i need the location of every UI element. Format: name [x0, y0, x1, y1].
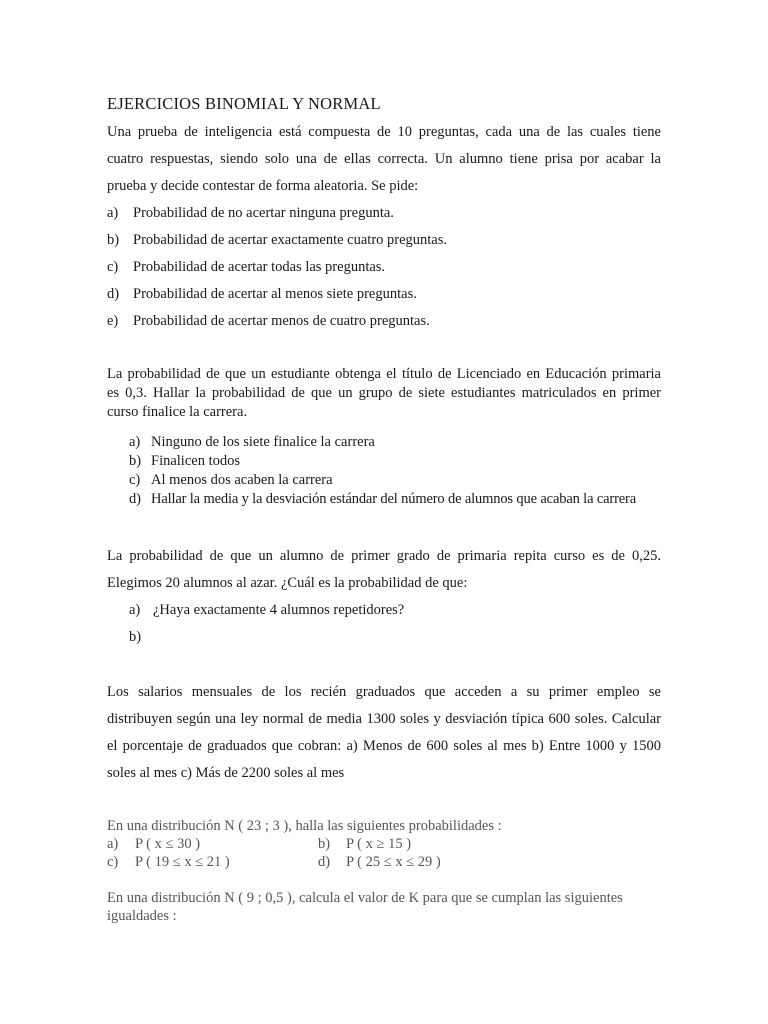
- item-text: Finalicen todos: [151, 453, 241, 469]
- item-label: a): [107, 205, 119, 221]
- item-label: d): [107, 286, 120, 302]
- ex3-item-a: [129, 602, 404, 619]
- item-label: a): [129, 434, 141, 450]
- item-text: P ( x ≥ 15 ): [346, 836, 412, 852]
- ex1-item-d: [107, 286, 417, 303]
- item-text: P ( 25 ≤ x ≤ 29 ): [346, 854, 441, 870]
- ex5-item-a: [107, 836, 200, 853]
- ex5-item-d: [318, 854, 441, 871]
- ex1-item-a: [107, 205, 394, 222]
- item-label: b): [129, 629, 142, 645]
- item-label: a): [107, 836, 119, 852]
- ex4-line-3: el porcentaje de graduados que cobran: a) Menos de 600 soles al mes b) Entre 1000 y 1500: [107, 738, 661, 754]
- ex6-line-1: En una distribución N ( 9 ; 0,5 ), calcula el valor de K para que se cumplan las siguientes: [107, 890, 623, 906]
- item-text: P ( 19 ≤ x ≤ 21 ): [135, 854, 230, 870]
- item-label: d): [129, 491, 141, 507]
- ex1-item-e: [107, 313, 430, 330]
- ex1-line-1: Una prueba de inteligencia está compuesta de 10 preguntas, cada una de las cuales tiene: [107, 124, 661, 140]
- item-label: c): [107, 259, 119, 275]
- item-label: b): [318, 836, 331, 852]
- item-text: Hallar la media y la desviación estándar del número de alumnos que acaban la carrera: [151, 491, 637, 507]
- ex4-line-2: distribuyen según una ley normal de media 1300 soles y desviación típica 600 soles. Calcular: [107, 711, 661, 727]
- item-text: Probabilidad de acertar exactamente cuatro preguntas.: [133, 232, 448, 248]
- ex1-line-2: cuatro respuestas, siendo solo una de ellas correcta. Un alumno tiene prisa por acabar la: [107, 151, 661, 167]
- item-text: Probabilidad de acertar al menos siete preguntas.: [133, 286, 417, 302]
- item-text: Ninguno de los siete finalice la carrera: [151, 434, 375, 450]
- item-label: d): [318, 854, 331, 870]
- ex5-intro: En una distribución N ( 23 ; 3 ), halla las siguientes probabilidades :: [107, 818, 502, 834]
- item-label: b): [129, 453, 142, 469]
- ex4-line-4: soles al mes c) Más de 2200 soles al mes: [107, 765, 345, 781]
- item-label: b): [107, 232, 120, 248]
- item-label: c): [107, 854, 119, 870]
- ex1-item-c: [107, 259, 385, 276]
- ex1-line-3: prueba y decide contestar de forma aleatoria. Se pide:: [107, 178, 419, 194]
- ex6-line-2: igualdades :: [107, 908, 177, 924]
- item-label: c): [129, 472, 141, 488]
- ex2-item-b: [129, 453, 240, 470]
- ex4-line-1: Los salarios mensuales de los recién graduados que acceden a su primer empleo se: [107, 684, 661, 700]
- item-text: Probabilidad de no acertar ninguna pregunta.: [133, 205, 394, 221]
- item-label: e): [107, 313, 119, 329]
- ex5-item-c: [107, 854, 230, 871]
- item-text: ¿Haya exactamente 4 alumnos repetidores?: [153, 602, 405, 618]
- ex2-line-3: curso finalice la carrera.: [107, 404, 248, 420]
- ex2-line-1: La probabilidad de que un estudiante obtenga el título de Licenciado en Educación primaria: [107, 366, 661, 382]
- ex2-item-a: [129, 434, 375, 451]
- page-title: EJERCICIOS BINOMIAL Y NORMAL: [107, 94, 381, 113]
- ex2-line-2: es 0,3. Hallar la probabilidad de que un grupo de siete estudiantes matriculados en primer: [107, 385, 661, 401]
- ex3-item-b: [129, 629, 153, 646]
- ex5-item-b: [318, 836, 411, 853]
- ex1-item-b: [107, 232, 447, 249]
- item-text: Probabilidad de acertar menos de cuatro preguntas.: [133, 313, 430, 329]
- item-text: Probabilidad de acertar todas las preguntas.: [133, 259, 386, 275]
- ex2-item-c: [129, 472, 333, 489]
- item-text: P ( x ≤ 30 ): [135, 836, 201, 852]
- ex3-line-1: La probabilidad de que un alumno de primer grado de primaria repita curso es de 0,25.: [107, 548, 661, 564]
- item-text: Al menos dos acaben la carrera: [151, 472, 333, 488]
- item-label: a): [129, 602, 141, 618]
- ex3-line-2: Elegimos 20 alumnos al azar. ¿Cuál es la probabilidad de que:: [107, 575, 468, 591]
- ex2-item-d: [129, 491, 636, 508]
